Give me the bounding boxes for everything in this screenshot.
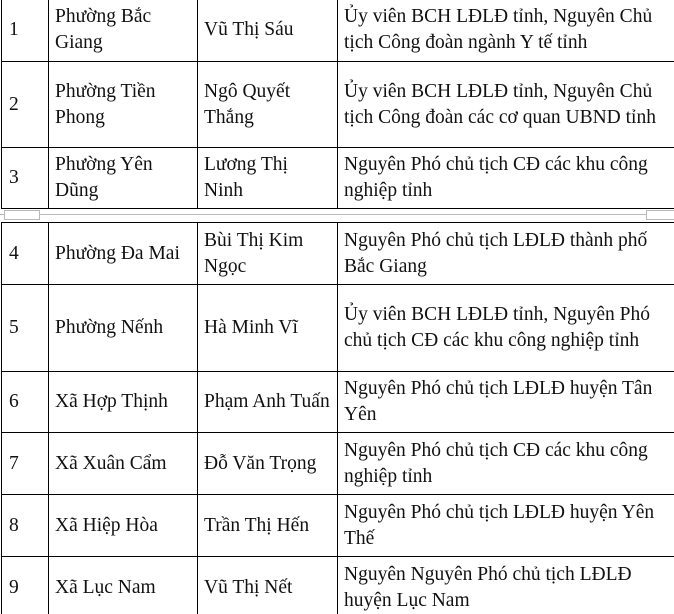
ward-cell: Phường Yên Dũng <box>49 148 198 209</box>
position-cell: Nguyên Phó chủ tịch LĐLĐ huyện Yên Thế <box>338 495 674 557</box>
row-number-cell: 6 <box>2 372 49 433</box>
name-cell: Bùi Thị Kim Ngọc <box>198 223 338 285</box>
row-number-cell: 5 <box>2 285 49 372</box>
row-number-cell: 8 <box>2 495 49 557</box>
table-row <box>2 557 674 614</box>
row-number-cell: 1 <box>2 0 49 62</box>
ward-cell: Xã Hiệp Hòa <box>49 495 198 557</box>
personnel-table-bottom <box>1 222 674 614</box>
name-cell: Trần Thị Hến <box>198 495 338 557</box>
ward-cell: Xã Xuân Cẩm <box>49 433 198 495</box>
position-cell: Ủy viên BCH LĐLĐ tỉnh, Nguyên Chủ tịch Công đoàn các cơ quan UBND tỉnh <box>338 62 674 148</box>
position-cell: Ủy viên BCH LĐLĐ tỉnh, Nguyên Chủ tịch Công đoàn ngành Y tế tỉnh <box>338 0 674 62</box>
table-row <box>2 495 674 557</box>
position-cell: Nguyên Phó chủ tịch LĐLĐ thành phố Bắc Giang <box>338 223 674 285</box>
position-cell: Ủy viên BCH LĐLĐ tỉnh, Nguyên Phó chủ tịch CĐ các khu công nghiệp tỉnh <box>338 285 674 372</box>
name-cell: Vũ Thị Nết <box>198 557 338 614</box>
name-cell: Đỗ Văn Trọng <box>198 433 338 495</box>
row-number-cell: 2 <box>2 62 49 148</box>
table-row <box>2 0 674 62</box>
position-cell: Nguyên Phó chủ tịch CĐ các khu công nghiệp tỉnh <box>338 148 674 209</box>
table-row <box>2 285 674 372</box>
row-number-cell: 4 <box>2 223 49 285</box>
table-row <box>2 148 674 209</box>
page-break-marker-right <box>646 210 674 220</box>
ward-cell: Xã Lục Nam <box>49 557 198 614</box>
table-row <box>2 372 674 433</box>
ward-cell: Phường Đa Mai <box>49 223 198 285</box>
row-number-cell: 3 <box>2 148 49 209</box>
ward-cell: Phường Nếnh <box>49 285 198 372</box>
name-cell: Hà Minh Vĩ <box>198 285 338 372</box>
ward-cell: Phường Bắc Giang <box>49 0 198 62</box>
table-row <box>2 433 674 495</box>
page-break-marker-left <box>4 210 40 220</box>
name-cell: Ngô Quyết Thắng <box>198 62 338 148</box>
name-cell: Phạm Anh Tuấn <box>198 372 338 433</box>
row-number-cell: 7 <box>2 433 49 495</box>
table-row <box>2 62 674 148</box>
position-cell: Nguyên Phó chủ tịch LĐLĐ huyện Tân Yên <box>338 372 674 433</box>
position-cell: Nguyên Phó chủ tịch CĐ các khu công nghiệp tỉnh <box>338 433 674 495</box>
table-row <box>2 223 674 285</box>
row-number-cell: 9 <box>2 557 49 614</box>
personnel-table-top <box>1 0 674 209</box>
page-break-line <box>0 214 674 215</box>
position-cell: Nguyên Nguyên Phó chủ tịch LĐLĐ huyện Lục Nam <box>338 557 674 614</box>
name-cell: Lương Thị Ninh <box>198 148 338 209</box>
ward-cell: Xã Hợp Thịnh <box>49 372 198 433</box>
page-break-separator <box>0 209 674 223</box>
ward-cell: Phường Tiền Phong <box>49 62 198 148</box>
name-cell: Vũ Thị Sáu <box>198 0 338 62</box>
